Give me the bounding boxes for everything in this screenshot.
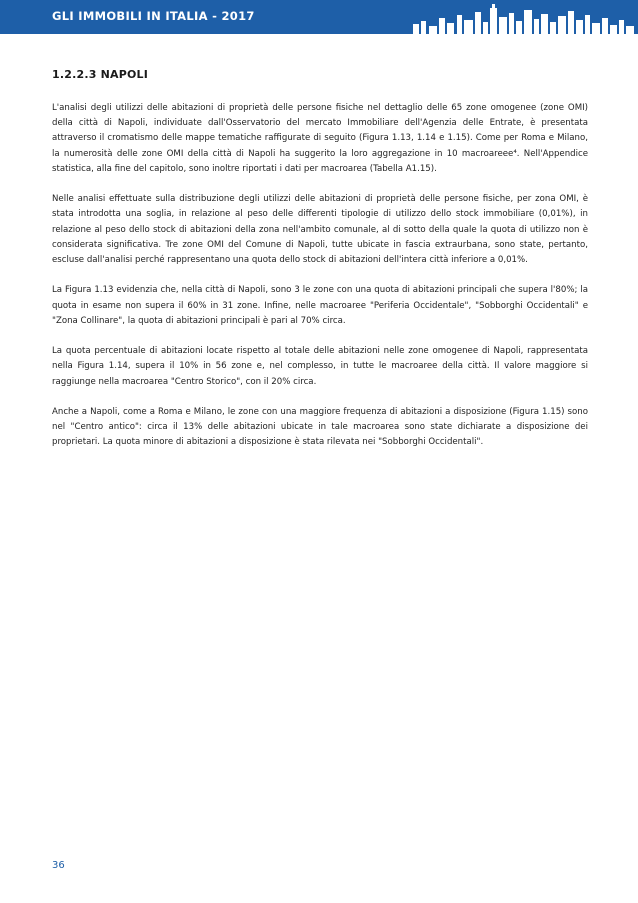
city-skyline-icon	[405, 0, 638, 34]
paragraph: Anche a Napoli, come a Roma e Milano, le zone con una maggiore frequenza di abitazioni a disposizione (Figura 1.15) sono nel "Centro antico": circa il 13% delle abitazioni ubicate in tale macroarea sono state dichiarate a disposizione dei proprietari. La quota minore di abitazioni a disposizione è stata rilevata nei "Sobborghi Occidentali".	[52, 407, 588, 448]
body-text	[52, 101, 588, 466]
paragraph: L'analisi degli utilizzi delle abitazioni di proprietà delle persone fisiche nel dettaglio delle 65 zone omogenee (zone OMI) della città di Napoli, individuate dall'Osservatorio del mercato Immobiliare dell'Agenzia delle Entrate, è presentata attraverso il cromatismo delle mappe tematiche raffigurate di seguito (Figura 1.13, 1.14 e 1.15). Come per Roma e Milano, la numerosità delle zone OMI della città di Napoli ha suggerito la loro aggregazione in 10 macroareee⁴. Nell'Appendice statistica, alla fine del capitolo, sono inoltre riportati i dati per macroarea (Tabella A1.15).	[52, 103, 588, 174]
paragraph: La Figura 1.13 evidenzia che, nella città di Napoli, sono 3 le zone con una quota di abitazioni principali che supera l'80%; la quota in esame non supera il 60% in 31 zone. Infine, nelle macroaree "Periferia Occidentale", "Sobborghi Occidentali" e "Zona Collinare", la quota di abitazioni principali è pari al 70% circa.	[52, 285, 588, 326]
page-header-bar	[0, 0, 638, 34]
paragraph: La quota percentuale di abitazioni locate rispetto al totale delle abitazioni nelle zone omogenee di Napoli, rappresentata nella Figura 1.14, supera il 10% in 56 zone e, nel complesso, in tutte le macroaree della città. Il valore maggiore si raggiunge nella macroarea "Centro Storico", con il 20% circa.	[52, 346, 588, 387]
page-number: 36	[52, 860, 65, 871]
running-header-title: GLI IMMOBILI IN ITALIA - 2017	[52, 9, 255, 23]
paragraph: Nelle analisi effettuate sulla distribuzione degli utilizzi delle abitazioni di proprietà delle persone fisiche, per zona OMI, è stata introdotta una soglia, in relazione al peso delle differenti tipologie di utilizzo dello stock immobiliare (0,01%), in relazione al peso dello stock di abitazioni della zona nell'ambito comunale, al di sotto della quale la quota di utilizzo non è considerata significativa. Tre zone OMI del Comune di Napoli, tutte ubicate in fascia extraurbana, sono state, pertanto, escluse dall'analisi perché rappresentano una quota dello stock di abitazioni dell'intera città inferiore a 0,01%.	[52, 194, 588, 266]
section-heading: 1.2.2.3 NAPOLI	[52, 68, 149, 81]
